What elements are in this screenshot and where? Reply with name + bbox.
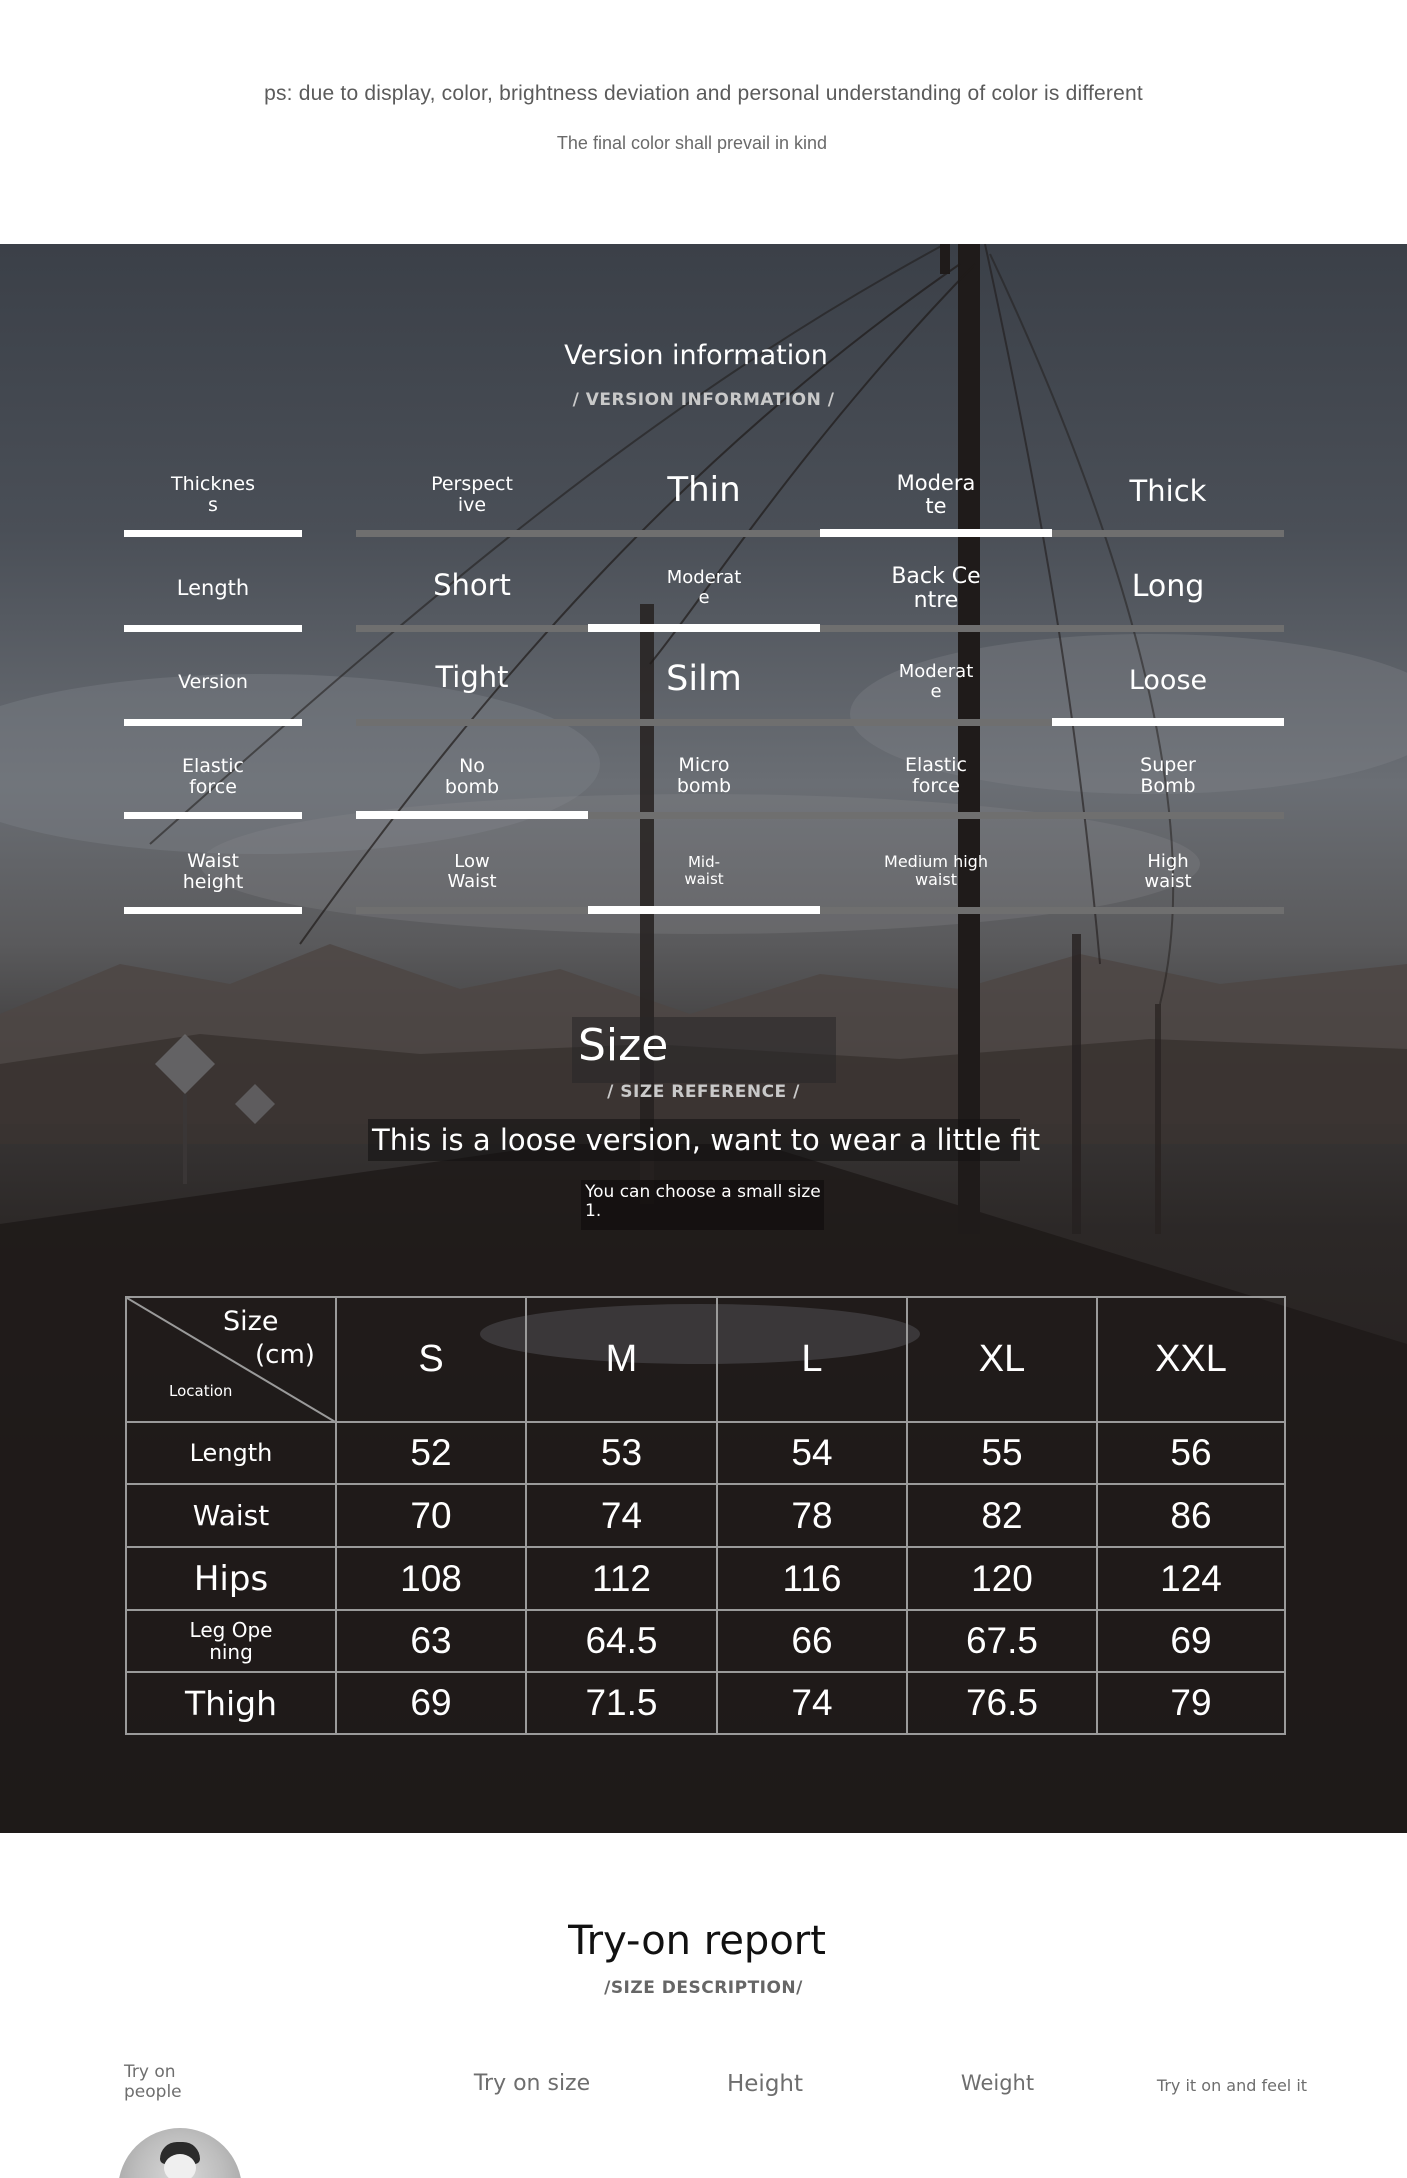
option-elastic-force: Elastic force xyxy=(904,754,967,797)
version-info-title: Version information xyxy=(564,340,828,371)
size-header-m: M xyxy=(526,1297,717,1422)
size-subtitle: / SIZE REFERENCE / xyxy=(607,1082,800,1102)
attr-bar-version xyxy=(124,719,302,726)
attr-bar-elastic-force xyxy=(124,812,302,819)
size-chart-table xyxy=(125,1296,1286,1735)
size-header-l: L xyxy=(717,1297,907,1422)
table-row xyxy=(126,1422,1285,1484)
corner-size-label: Size xyxy=(223,1306,279,1337)
row-label-waist: Waist xyxy=(126,1484,336,1547)
attr-label-waist-height: Waist height xyxy=(182,850,244,893)
row-label-length: Length xyxy=(126,1422,336,1484)
attr-label-thickness: Thicknes s xyxy=(170,473,255,516)
option-thick: Thick xyxy=(1129,474,1207,508)
size-header-xl: XL xyxy=(907,1297,1097,1422)
table-cell: 79 xyxy=(1097,1672,1285,1734)
option-short: Short xyxy=(433,568,511,602)
table-cell: 74 xyxy=(717,1672,907,1734)
disclaimer-line-2: The final color shall prevail in kind xyxy=(556,133,828,153)
table-cell: 56 xyxy=(1097,1422,1285,1484)
option-micro-bomb: Micro bomb xyxy=(676,754,732,797)
attr-bar-length xyxy=(124,625,302,632)
scale-selected-thickness xyxy=(820,529,1052,537)
size-header-xxl: XXL xyxy=(1097,1297,1285,1422)
attr-bar-waist-height xyxy=(124,907,302,914)
tryon-subtitle: /SIZE DESCRIPTION/ xyxy=(604,1978,803,1998)
table-cell: 66 xyxy=(717,1610,907,1672)
corner-location-label: Location xyxy=(169,1382,233,1400)
scale-selected-length xyxy=(588,624,820,632)
scale-track-length xyxy=(356,625,1284,632)
option-tight: Tight xyxy=(435,660,509,694)
row-label-leg-opening: Leg Ope ning xyxy=(126,1610,336,1672)
option-moderate-version: Moderat e xyxy=(898,661,974,702)
table-cell: 69 xyxy=(1097,1610,1285,1672)
tryon-col-weight: Weight xyxy=(960,2071,1035,2095)
table-row xyxy=(126,1610,1285,1672)
table-row xyxy=(126,1547,1285,1610)
size-title: Size xyxy=(578,1020,669,1071)
table-cell: 53 xyxy=(526,1422,717,1484)
option-super-bomb: Super Bomb xyxy=(1140,754,1196,797)
table-cell: 70 xyxy=(336,1484,526,1547)
row-label-hips: Hips xyxy=(126,1547,336,1610)
scale-track-waist-height xyxy=(356,907,1284,914)
tryon-title: Try-on report xyxy=(568,1918,826,1964)
tryon-col-people: Try on people xyxy=(124,2062,182,2103)
scale-selected-waist-height xyxy=(588,906,820,914)
option-mid-waist: Mid- waist xyxy=(684,853,724,888)
table-cell: 52 xyxy=(336,1422,526,1484)
option-silm: Silm xyxy=(666,659,742,699)
table-cell: 112 xyxy=(526,1547,717,1610)
option-no-bomb: No bomb xyxy=(444,755,500,798)
size-header-s: S xyxy=(336,1297,526,1422)
option-long: Long xyxy=(1131,569,1205,604)
option-perspective: Perspect ive xyxy=(431,473,513,516)
scale-selected-elastic-force xyxy=(356,811,588,819)
table-row xyxy=(126,1484,1285,1547)
option-moderate-length: Moderat e xyxy=(666,567,742,608)
corner-unit-label: (cm) xyxy=(255,1340,315,1370)
table-cell: 116 xyxy=(717,1547,907,1610)
attr-label-elastic-force: Elastic force xyxy=(181,755,244,798)
option-high-waist: High waist xyxy=(1144,851,1192,892)
option-back-centre: Back Ce ntre xyxy=(891,564,981,614)
table-cell: 64.5 xyxy=(526,1610,717,1672)
table-cell: 82 xyxy=(907,1484,1097,1547)
attr-bar-thickness xyxy=(124,530,302,537)
option-low-waist: Low Waist xyxy=(447,851,497,892)
table-cell: 69 xyxy=(336,1672,526,1734)
option-moderate: Modera te xyxy=(896,471,976,519)
scale-selected-version xyxy=(1052,718,1284,726)
table-cell: 78 xyxy=(717,1484,907,1547)
table-cell: 67.5 xyxy=(907,1610,1097,1672)
option-thin: Thin xyxy=(667,470,741,510)
tryon-col-feel: Try it on and feel it xyxy=(1156,2076,1308,2095)
size-note-sub xyxy=(585,1183,821,1220)
version-info-subtitle: / VERSION INFORMATION / xyxy=(572,390,835,410)
table-cell: 71.5 xyxy=(526,1672,717,1734)
size-note-main: This is a loose version, want to wear a little fit xyxy=(372,1123,1041,1157)
size-note-sub-line-2: 1. xyxy=(585,1200,602,1221)
table-cell: 108 xyxy=(336,1547,526,1610)
table-cell: 86 xyxy=(1097,1484,1285,1547)
tryon-col-size: Try on size xyxy=(473,2071,591,2096)
table-row xyxy=(126,1672,1285,1734)
option-medium-high-waist: Medium high waist xyxy=(884,852,988,889)
row-label-thigh: Thigh xyxy=(126,1672,336,1734)
table-cell: 55 xyxy=(907,1422,1097,1484)
tryon-col-height: Height xyxy=(726,2071,804,2097)
table-header-row xyxy=(126,1297,1285,1422)
table-cell: 63 xyxy=(336,1610,526,1672)
option-loose: Loose xyxy=(1128,665,1208,696)
table-cell: 124 xyxy=(1097,1547,1285,1610)
attr-label-version: Version xyxy=(178,671,248,693)
table-cell: 120 xyxy=(907,1547,1097,1610)
avatar xyxy=(118,2128,242,2178)
table-cell: 54 xyxy=(717,1422,907,1484)
size-note-sub-line-1: You can choose a small size xyxy=(585,1182,821,1202)
table-corner-cell xyxy=(126,1297,336,1422)
attr-label-length: Length xyxy=(176,576,250,600)
disclaimer-line-1: ps: due to display, color, brightness deviation and personal understanding of color is different xyxy=(264,82,1143,105)
table-cell: 74 xyxy=(526,1484,717,1547)
table-cell: 76.5 xyxy=(907,1672,1097,1734)
